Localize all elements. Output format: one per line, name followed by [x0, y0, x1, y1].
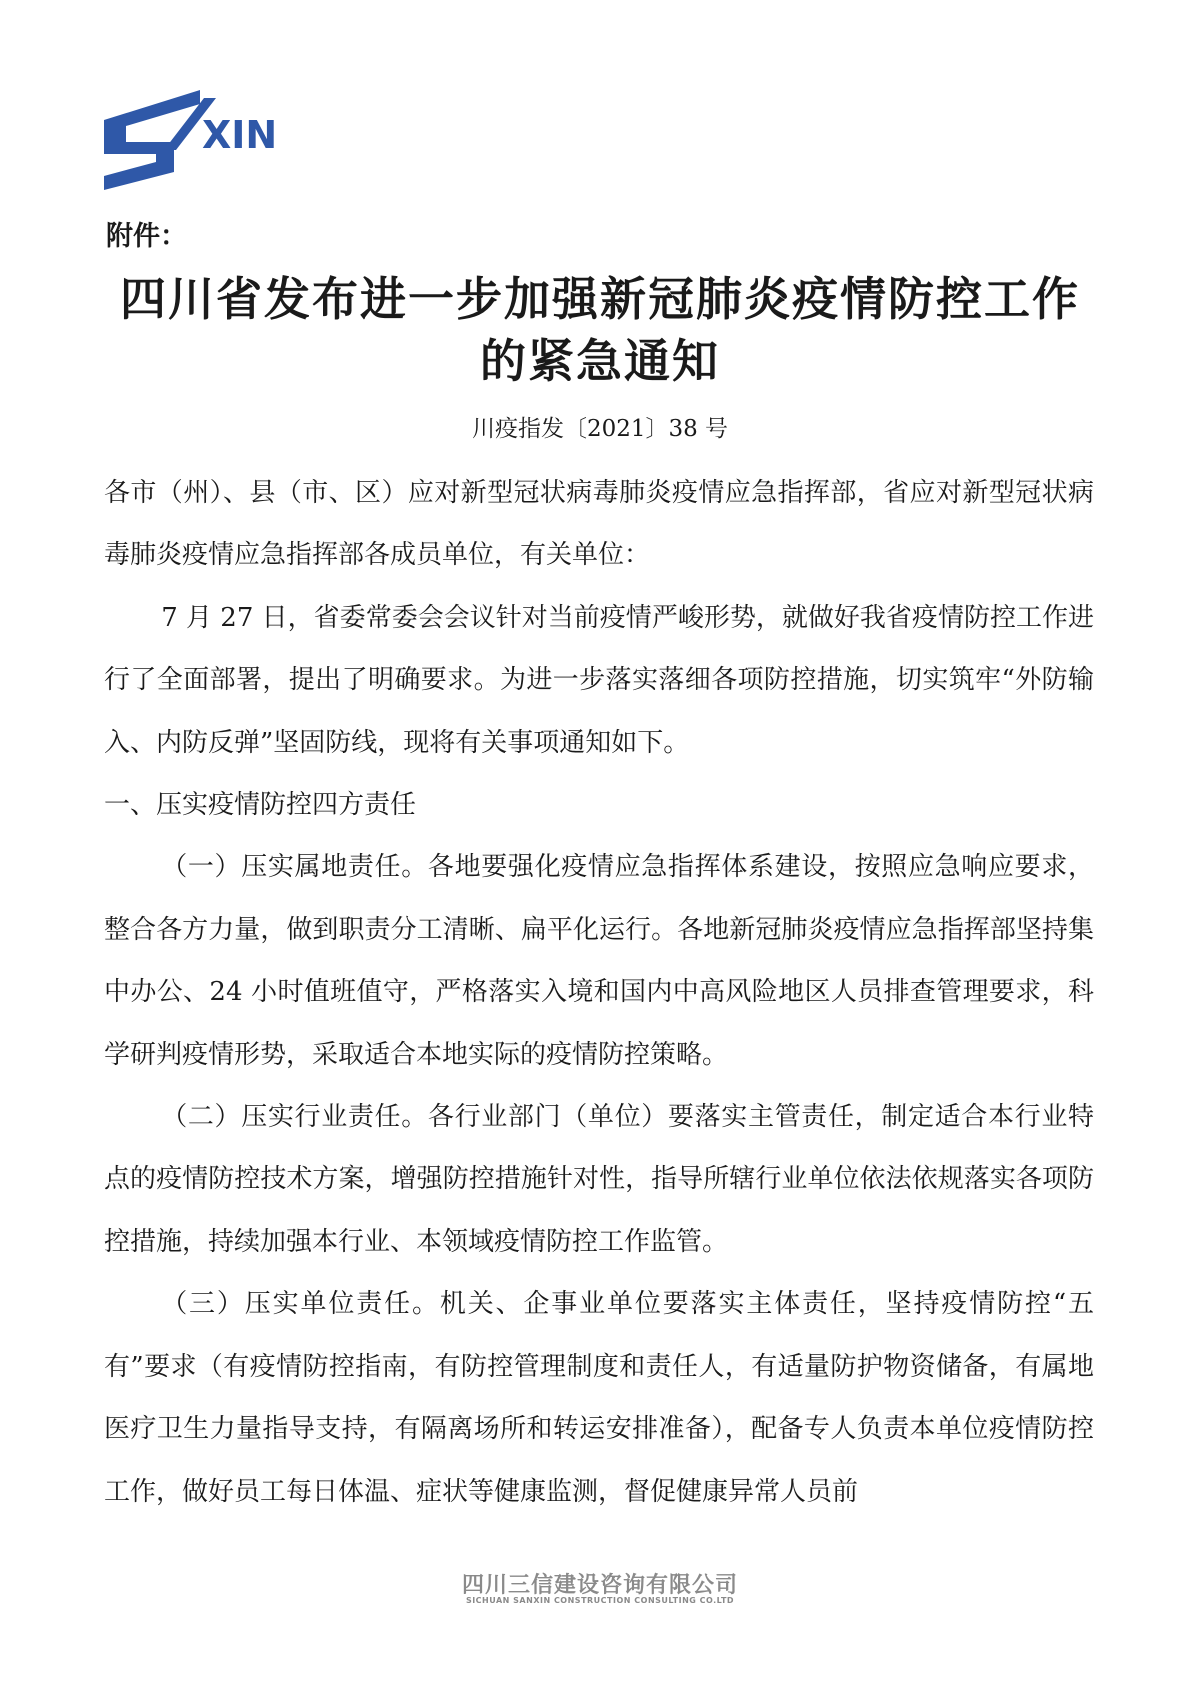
item-paragraph-2: （二）压实行业责任。各行业部门（单位）要落实主管责任，制定适合本行业特点的疫情防控技术方案，增强防控措施针对性，指导所辖行业单位依法依规落实各项防控措施，持续加强本行业、本领域疫情防控工作监管。	[104, 1102, 1094, 1257]
item-paragraph-3: （三）压实单位责任。机关、企事业单位要落实主体责任，坚持疫情防控“五有”要求（有疫情防控指南，有防控管理制度和责任人，有适量防护物资储备，有属地医疗卫生力量指导支持，有隔离场所和转运安排准备），配备专人负责本单位疫情防控工作，做好员工每日体温、症状等健康监测，督促健康异常人员前	[104, 1289, 1094, 1507]
logo-text: XIN	[202, 113, 278, 157]
attachment-label: 附件：	[106, 221, 187, 252]
footer-company-name: 四川三信建设咨询有限公司	[461, 1573, 738, 1598]
company-logo	[104, 90, 294, 190]
section-heading: 一、压实疫情防控四方责任	[104, 790, 417, 821]
addressee-paragraph: 各市（州）、县（市、区）应对新型冠状病毒肺炎疫情应急指挥部，省应对新型冠状病毒肺炎疫情应急指挥部各成员单位，有关单位：	[104, 478, 1094, 571]
item-paragraph-1: （一）压实属地责任。各地要强化疫情应急指挥体系建设，按照应急响应要求，整合各方力量，做到职责分工清晰、扁平化运行。各地新冠肺炎疫情应急指挥部坚持集中办公、24 小时值班值守，严格落实入境和国内中高风险地区人员排查管理要求，科学研判疫情形势，采取适合本地实际的疫情防控策略。	[104, 852, 1094, 1070]
footer-company-name-en: SICHUAN SANXIN CONSTRUCTION CONSULTING CO.LTD	[465, 1596, 735, 1605]
title-line-2: 的紧急通知	[480, 334, 720, 388]
document-body	[104, 462, 1094, 1523]
document-title	[100, 268, 1100, 392]
title-line-1: 四川省发布进一步加强新冠肺炎疫情防控工作	[120, 272, 1080, 326]
logo-s-shape	[104, 90, 200, 190]
document-number: 川疫指发〔2021〕38 号	[471, 416, 729, 442]
intro-paragraph: 7 月 27 日，省委常委会会议针对当前疫情严峻形势，就做好我省疫情防控工作进行了全面部署，提出了明确要求。为进一步落实落细各项防控措施，切实筑牢“外防输入、内防反弹”坚固防线，现将有关事项通知如下。	[104, 602, 1094, 758]
